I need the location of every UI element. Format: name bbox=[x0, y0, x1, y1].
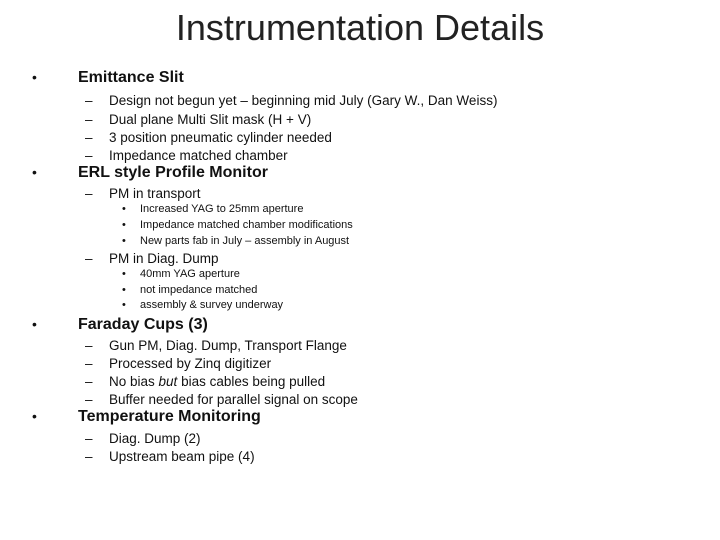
bullet-heading: Temperature Monitoring bbox=[78, 408, 261, 425]
sub-item bbox=[85, 251, 219, 266]
sub-item bbox=[85, 93, 498, 108]
bullet-temperature-monitoring bbox=[32, 408, 261, 426]
bullet-dot: • bbox=[122, 284, 126, 296]
dash-marker: – bbox=[85, 93, 93, 108]
sub-item-text: Dual plane Multi Slit mask (H + V) bbox=[109, 112, 312, 127]
dash-marker: – bbox=[85, 392, 93, 407]
sub-sub-item-text: assembly & survey underway bbox=[140, 299, 284, 311]
dash-marker: – bbox=[85, 374, 93, 389]
sub-item bbox=[85, 148, 288, 163]
sub-sub-item-text: not impedance matched bbox=[140, 284, 258, 296]
sub-item-text: Buffer needed for parallel signal on scope bbox=[109, 392, 358, 407]
bullet-erl-profile-monitor bbox=[32, 164, 268, 182]
bullet-heading: Faraday Cups (3) bbox=[78, 316, 208, 333]
sub-item bbox=[85, 356, 272, 371]
sub-sub-item-text: Increased YAG to 25mm aperture bbox=[140, 203, 304, 215]
bullet-dot: • bbox=[32, 408, 37, 424]
dash-marker: – bbox=[85, 338, 93, 353]
bullet-heading: ERL style Profile Monitor bbox=[78, 164, 268, 181]
sub-item-text: Gun PM, Diag. Dump, Transport Flange bbox=[109, 338, 347, 353]
sub-item bbox=[85, 130, 332, 145]
bullet-dot: • bbox=[32, 316, 37, 332]
sub-sub-item-text: New parts fab in July – assembly in August bbox=[140, 235, 350, 247]
dash-marker: – bbox=[85, 148, 93, 163]
emphasis-text: but bbox=[158, 374, 178, 389]
sub-sub-item bbox=[122, 284, 258, 296]
dash-marker: – bbox=[85, 130, 93, 145]
sub-sub-item bbox=[122, 268, 240, 280]
dash-marker: – bbox=[85, 356, 93, 371]
sub-item-text: Impedance matched chamber bbox=[109, 148, 288, 163]
bullet-dot: • bbox=[122, 235, 126, 247]
dash-marker: – bbox=[85, 431, 93, 446]
sub-item bbox=[85, 431, 201, 446]
sub-item bbox=[85, 374, 326, 389]
bullet-faraday-cups bbox=[32, 316, 208, 334]
sub-item bbox=[85, 338, 347, 353]
sub-sub-item bbox=[122, 235, 350, 247]
bullet-dot: • bbox=[32, 164, 37, 180]
bullet-dot: • bbox=[122, 219, 126, 231]
sub-item-text: 3 position pneumatic cylinder needed bbox=[109, 130, 332, 145]
sub-item-text: Diag. Dump (2) bbox=[109, 431, 201, 446]
sub-item-text: Upstream beam pipe (4) bbox=[109, 449, 255, 464]
dash-marker: – bbox=[85, 112, 93, 127]
sub-sub-item-text: Impedance matched chamber modifications bbox=[140, 219, 353, 231]
sub-item-text: bias cables being pulled bbox=[177, 374, 326, 389]
sub-item bbox=[85, 112, 312, 127]
sub-item-text: No bias bbox=[109, 374, 159, 389]
bullet-dot: • bbox=[32, 69, 37, 85]
bullet-dot: • bbox=[122, 268, 126, 280]
sub-item bbox=[85, 449, 255, 464]
dash-marker: – bbox=[85, 251, 93, 266]
sub-item bbox=[85, 392, 358, 407]
sub-sub-item bbox=[122, 219, 353, 231]
sub-item bbox=[85, 186, 201, 201]
bullet-dot: • bbox=[122, 299, 126, 311]
bullet-heading: Emittance Slit bbox=[78, 69, 184, 86]
sub-sub-item bbox=[122, 203, 304, 215]
sub-item-text: Processed by Zinq digitizer bbox=[109, 356, 272, 371]
slide-title: Instrumentation Details bbox=[175, 7, 545, 48]
sub-sub-item bbox=[122, 299, 284, 311]
sub-item-text: PM in Diag. Dump bbox=[109, 251, 219, 266]
bullet-dot: • bbox=[122, 203, 126, 215]
dash-marker: – bbox=[85, 186, 93, 201]
sub-item-text: Design not begun yet – beginning mid July (Gary W., Dan Weiss) bbox=[109, 93, 498, 108]
bullet-emittance-slit bbox=[32, 69, 184, 87]
dash-marker: – bbox=[85, 449, 93, 464]
sub-item-text: PM in transport bbox=[109, 186, 201, 201]
sub-sub-item-text: 40mm YAG aperture bbox=[140, 268, 240, 280]
